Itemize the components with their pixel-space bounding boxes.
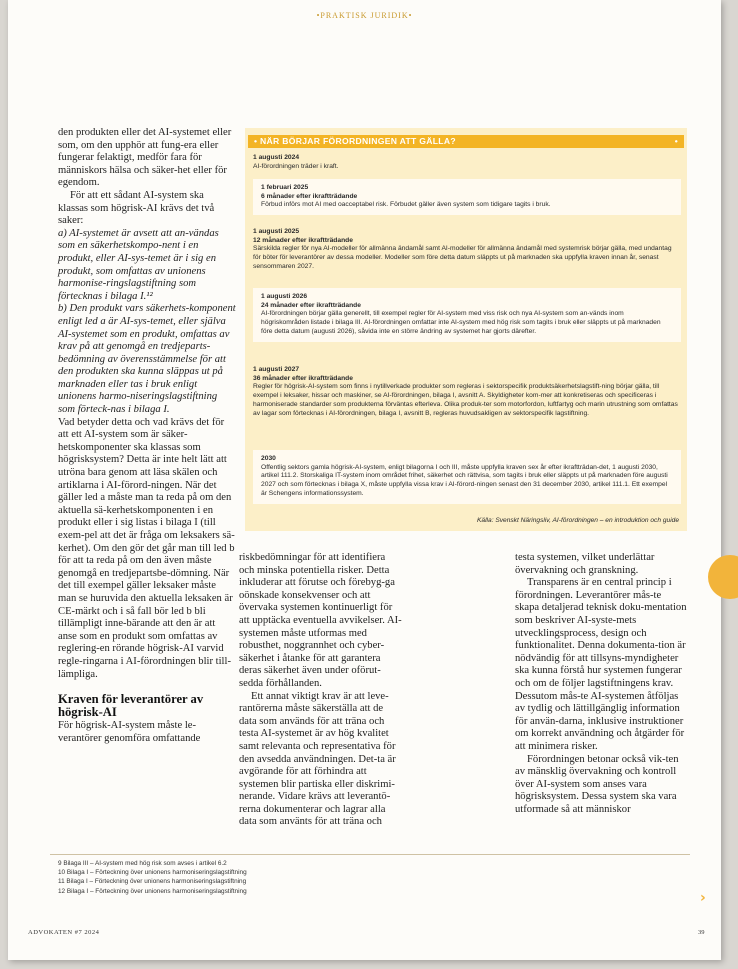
publication-footer: ADVOKATEN #7 2024 [28, 929, 100, 936]
paragraph: Vad betyder detta och vad krävs det för att ett AI-system som är säker-hetskomponenter ska klassas som högrisksystem? Detta är inte helt lätt att utröna bara genom att läsa skälen och artiklarna i AI-förord-ningen. När det gäller led a måste man ta reda på om den aktuella sä-kerhetskomponenten i en produkt eller i sig listas i bilaga I (till exem-pel att det är fråga om leksakers sä-kerhet). Om den gör det går man till led b för att ta reda på om den även måste genomgå en tredjepartsbe-dömning. När det till exempel gäller leksaker måste man se huruvida den aktuella leksaken är CE-märkt och i så fall bör led b bli tillämpligt inne-bärande att den är att anse som en produkt som omfattas av reglering-en rörande högrisk-AI varvid regle-ringarna i AI-förordningen blir till-lämpliga. [58, 416, 235, 680]
footnote: 10 Bilaga I – Förteckning över unionens harmoniseringslagstiftning [58, 869, 247, 877]
timeline-entry: 1 februari 2025 6 månader efter ikraftträdande Förbud införs mot AI med oacceptabel risk. Förbudet gäller även system som tidigare tagits i bruk. [253, 179, 681, 215]
list-item-a: a) AI-systemet är avsett att an-vändas som en säkerhetskompo-nent i en produkt, eller AI-sys-temet är i sig en produkt, som omfattas av unionens harmonise-ringslagstiftning som förtecknas i bilaga I.¹² [58, 227, 219, 302]
timeline-entry: 2030 Offentlig sektors gamla högrisk-AI-system, enligt bilagorna I och III, måste uppfylla kraven sex år efter ikraftträdan-det, 1 augusti 2030, artikel 111.2. Storskaliga IT-system inom området frihet, säkerhet och rättvisa, som tagits i bruk eller släppts ut på marknaden före augusti 2027 och som förtecknas i bilaga X, måste uppfylla vissa krav i AI-förord-ningen senast den 31 december 2030, artikel 111.1. Ett exempel är Schengens informationssystem. [253, 450, 681, 504]
timeline-entry: 1 augusti 2024 AI-förordningen träder i kraft. [253, 154, 339, 170]
list-item-b: b) Den produkt vars säkerhets-komponent enligt led a är AI-sys-temet, eller själva AI-systemet som en produkt, omfattas av krav på att genomgå en tredjeparts-bedömning av överensstämmelse för att den produkten ska kunna släppas ut på marknaden eller tas i bruk enligt unionens harmo-niseringslagstiftning som förteck-nas i bilaga I. [58, 303, 236, 416]
page-number: 39 [698, 929, 705, 936]
text-column-1 [58, 127, 236, 745]
footnote: 12 Bilaga I – Förteckning över unionens harmoniseringslagstiftning [58, 887, 247, 895]
paragraph: Förordningen betonar också vik-ten av mänsklig övervakning och kontroll över AI-system som anses vara högrisksystem. Dessa system ska vara utformade så att människor [515, 753, 679, 815]
paragraph: testa systemen, vilket underlättar övervakning och granskning. [515, 552, 655, 576]
footnote: 9 Bilaga III – AI-system med hög risk som avses i artikel 6.2 [58, 860, 227, 867]
footnote-divider [50, 854, 690, 855]
text-column-2 [239, 552, 402, 829]
factbox-source: Källa: Svenskt Näringsliv, AI-förordningen – en introduktion och guide [477, 517, 679, 525]
timeline-entry: 1 augusti 2027 36 månader efter ikraftträdande Regler för högrisk-AI-system som finns i nytillverkade produkter som regleras i sektorspecifik produktsäkerhetslagstift-ning börjar gälla, till exempel i leksaker, hissar och maskiner, se AI-förordningen, bilaga I, avsnitt A. Skyldigheter kom-mer att konkretiseras och specificeras i harmoniserade standarder som produkterna förväntas efterleva. Olika produk-ter som motorfordon, luftfartyg och marin utrustning som omfattas av lagar som förtecknas i AI-förordningen, bilaga I, avsnitt B, regleras huvudsakligen av sektorspecifik lagstiftning. [253, 366, 678, 417]
section-kicker: •PRAKTISK JURIDIK• [316, 11, 413, 20]
paragraph: Ett annat viktigt krav är att leve-rantörerna måste säkerställa att de data som används för att träna och testa AI-systemet är av hög kvalitet samt relevanta och representativa för den avsedda användningen. Det-ta är avgörande för att förhindra att systemen blir partiska eller diskrimi-nerande. Vidare krävs att leverantö-rerna dokumenterar och lagrar alla data som använts för att träna och [239, 690, 396, 828]
next-page-icon[interactable]: › [700, 890, 706, 906]
paragraph: För högrisk-AI-system måste le-verantörer genomföra omfattande [58, 720, 201, 744]
timeline-entry: 1 augusti 2026 24 månader efter ikraftträdande AI-förordningen börjar gälla generellt, till exempel regler för AI-system med viss risk och nya AI-system som an-vänds inom högriskområden listade i bilaga III. AI-förordningen omfattar inte AI-system med hög risk som tagits i bruk eller släppts ut på marknaden före detta datum (augusti 2026), såvida inte en större ändring av systemet har gjorts därefter. [253, 288, 681, 342]
magazine-page [8, 0, 721, 960]
timeline-entry: 1 augusti 2025 12 månader efter ikraftträdande Särskilda regler för nya AI-modeller för allmänna ändamål samt AI-modeller för allmänna ändamål med systemrisk börjar gälla, med undantag för böter för leverantörer av dessa modeller. Modeller som före detta datum släppts ut på marknaden ska uppfylla kraven innan år, senast sensommaren 2027. [253, 228, 672, 270]
timeline-factbox [245, 128, 687, 531]
paragraph: Transparens är en central princip i förordningen. Leverantörer mås-te skapa detaljerad teknisk doku-mentation som beskriver AI-syste-mets utvecklingsprocess, design och funktionalitet. Denna dokumenta-tion är nödvändig för att tillsyns-myndigheter ska kunna förstå hur systemen fungerar och om de följer lagstiftningens krav. Dessutom mås-te AI-systemen åtföljas av tydlig och lättillgänglig information för använ-darna, inklusive instruktioner om korrekt användning och åtgärder för att minimera risker. [515, 577, 687, 752]
text-column-3 [515, 552, 687, 816]
paragraph: riskbedömningar för att identifiera och minska potentiella risker. Detta inkluderar att förutse och förebyg-ga oönskade konsekvenser och att övervaka systemen kontinuerligt för att upptäcka eventuella avvikelser. AI-systemen måste utformas med robusthet, noggrannhet och cyber-säkerhet i åtanke för att garantera deras säkerhet även under oförut-sedda förhållanden. [239, 552, 402, 689]
bullet-icon: • [674, 136, 678, 146]
section-heading: Kraven för leverantörer av högrisk-AI [58, 692, 204, 720]
paragraph: den produkten eller det AI-systemet eller som, om den upphör att fung-era eller fungerar felaktigt, medför fara för människors hälsa och säker-het eller för egendom. [58, 127, 232, 189]
factbox-title: • NÄR BÖRJAR FÖRORDNINGEN ATT GÄLLA? • [248, 135, 684, 148]
paragraph: För att ett sådant AI-system ska klassas som högrisk-AI krävs det två saker: [58, 189, 215, 227]
footnotes [58, 859, 247, 896]
footnote: 11 Bilaga I – Förteckning över unionens harmoniseringslagstiftning [58, 878, 247, 886]
